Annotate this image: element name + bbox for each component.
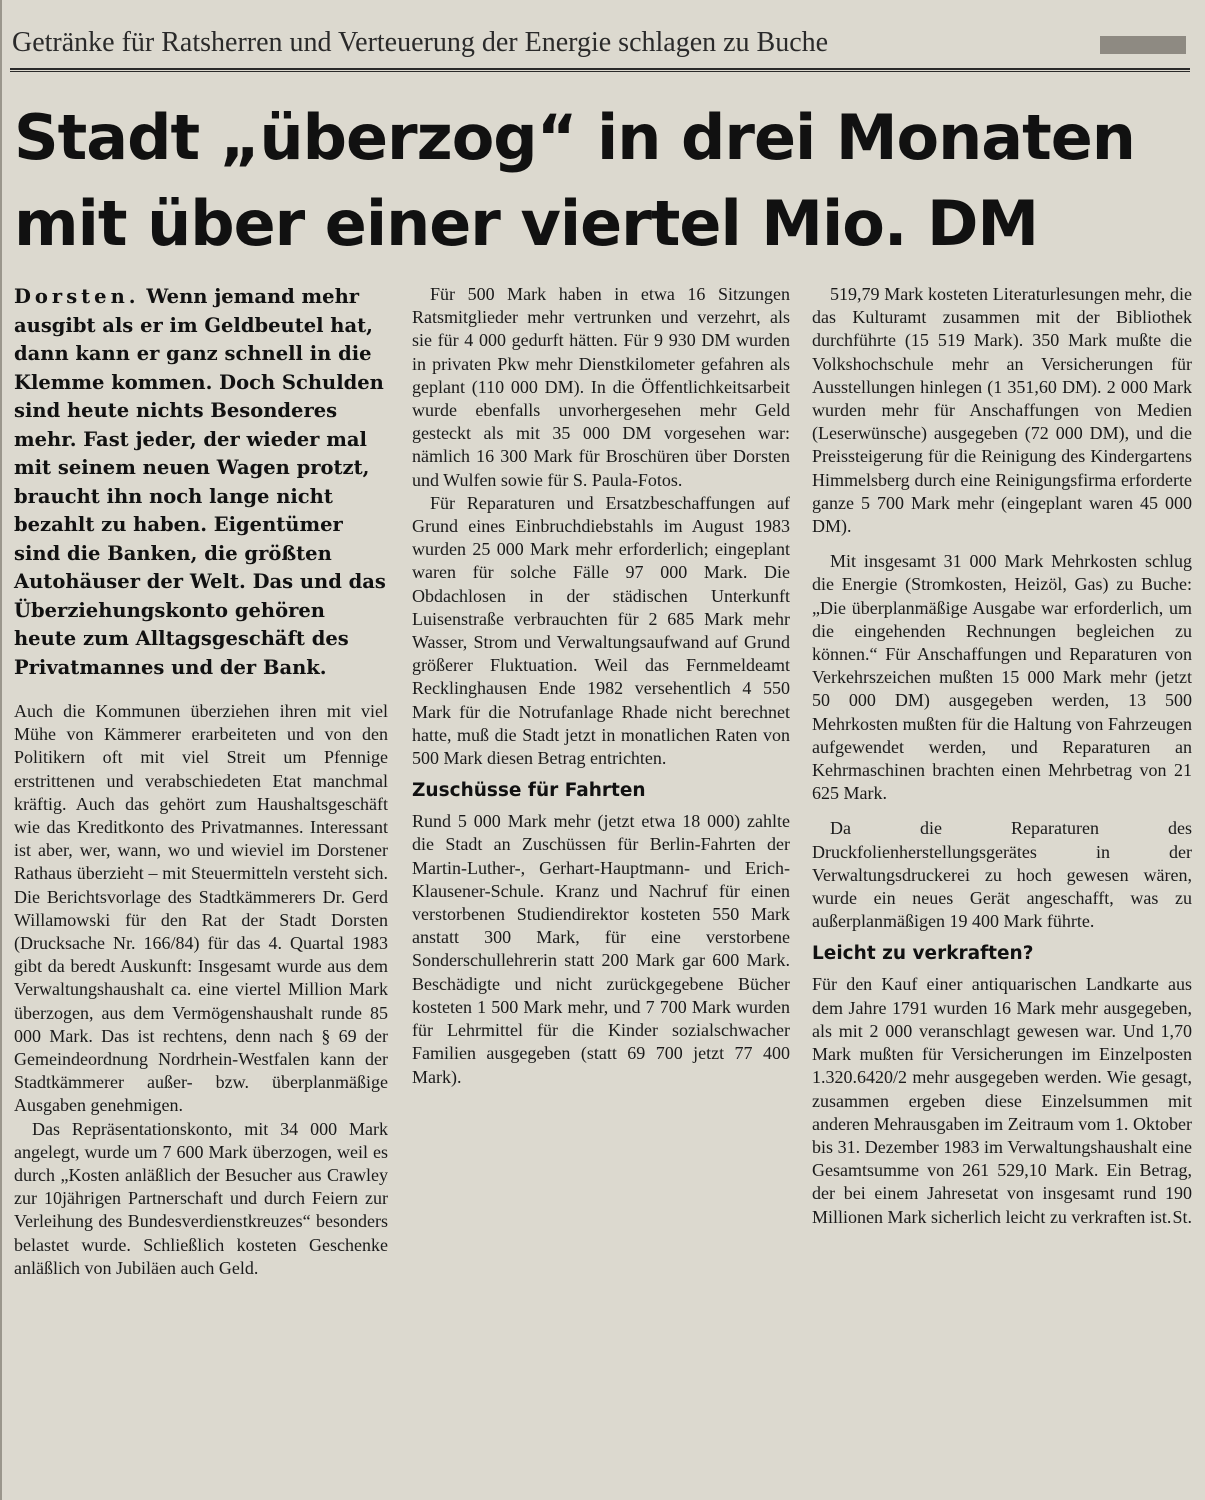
adjacent-headline-bar	[1100, 36, 1186, 54]
body-paragraph-5: Rund 5 000 Mark mehr (jetzt etwa 18 000) zahlte die Stadt an Zuschüssen für Berlin-Fahrten der Martin-Luther-, Gerhart-Hauptmann- und Erich-Klausener-Schule. Kranz und Nachruf für einen verstorbenen Studiendirektor kosteten 550 Mark anstatt 300 Mark, für eine verstorbene Sonderschullehrerin statt 200 Mark gar 600 Mark. Beschädigte und nicht zurückgegebene Bücher kosteten 1 500 Mark mehr, und 7 700 Mark wurden für Lehrmittel für die Kinder sozialschwacher Familien ausgegeben (statt 69 700 jetzt 77 400 Mark).	[412, 811, 790, 1087]
final-paragraph-text: Für den Kauf einer antiquarischen Landkarte aus dem Jahre 1791 wurden 16 Mark mehr ausgegeben, als mit 2 000 veranschlagt gewesen war. Und 1,70 Mark mußten für Versicherungen im Einzelposten 1.320.6420/2 mehr ausgegeben werden. Wie gesagt, zusammen ergeben diese Einzelsummen mit anderen Mehrausgaben im Zeitraum vom 1. Oktober bis 31. Dezember 1983 im Verwaltungshaushalt eine Gesamtsumme von 261 529,10 Mark. Ein Betrag, der bei einem Jahresetat von insgesamt rund 190 Millionen Mark sicherlich leicht zu verkraften ist.	[812, 974, 1192, 1227]
headline	[14, 95, 1135, 267]
body-paragraph-2: Das Repräsentationskonto, mit 34 000 Mark angelegt, wurde um 7 600 Mark überzogen, weil es durch „Kosten anläßlich der Besucher aus Crawley zur 10jährigen Partnerschaft und durch Feiern zur Verleihung des Bundesverdienstkreuzes“ besonders belastet wurde. Schließlich kosteten Geschenke anläßlich von Jubiläen auch Geld.	[14, 1118, 388, 1278]
subheading-fahrten: Zuschüsse für Fahrten	[412, 780, 646, 802]
lead-text: Wenn jemand mehr ausgibt als er im Geldbeutel hat, dann kann er ganz schnell in die Klemme kommen. Doch Schulden sind heute nichts Besonderes mehr. Fast jeder, der wieder mal mit seinem neuen Wagen protzt, braucht ihn noch lange nicht bezahlt zu haben. Eigentümer sind die Banken, die größten Autohäuser der Welt. Das und das Überziehungskonto gehören heute zum Alltagsgeschäft des Privatmannes und der Bank.	[14, 285, 386, 679]
subheading-verkraften: Leicht zu verkraften?	[812, 943, 1034, 965]
body-paragraph-9	[812, 973, 1192, 1228]
headline-line-1: Stadt „überzog“ in drei Monaten	[14, 101, 1135, 174]
adjacent-article-edge	[1100, 0, 1205, 270]
body-paragraph-8: Da die Reparaturen des Druckfolienherstellungsgerätes in der Verwaltungsdruckerei zu hoch gewesen wären, wurde ein neues Gerät angeschafft, was zu außerplanmäßigen 19 400 Mark führte.	[812, 818, 1192, 932]
dateline: Dorsten.	[14, 285, 140, 308]
kicker-rule	[10, 68, 1190, 70]
kicker-line: Getränke für Ratsherren und Verteuerung der Energie schlagen zu Buche	[12, 27, 829, 58]
body-paragraph-6: 519,79 Mark kosteten Literaturlesungen mehr, die das Kulturamt zusammen mit der Bibliothek durchführte (15 519 Mark). 350 Mark mußte die Volkshochschule mehr an Versicherungen für Ausstellungen hinlegen (1 351,60 DM). 2 000 Mark wurden mehr für Anschaffungen von Medien (Leserwünsche) ausgegeben (72 000 DM), und die Preissteigerung für die Reinigung des Kindergartens Himmelsberg durch eine Reinigungsfirma erforderte ganze 5 700 Mark mehr (eingeplant waren 45 000 DM).	[812, 284, 1192, 537]
article-column-3	[812, 283, 1192, 1229]
body-paragraph-1: Auch die Kommunen überziehen ihren mit viel Mühe von Kämmerer erarbeiteten und von den Politikern oft mit viel Streit um Pfennige erstrittenen und verabschiedeten Etat manchmal kräftig. Auch das gehört zum Haushaltsgeschäft wie das Kreditkonto des Privatmannes. Interessant ist aber, wer, wann, wo und wieviel im Dorstener Rathaus überzieht – mit Steuermitteln versteht sich. Die Berichtsvorlage des Stadtkämmerers Dr. Gerd Willamowski für den Rat der Stadt Dorsten (Drucksache Nr. 166/84) für das 4. Quartal 1983 gibt da beredt Auskunft: Insgesamt wurde aus dem Verwaltungshaushalt ca. eine viertel Million Mark überzogen, aus dem Vermögenshaushalt runde 85 000 Mark. Das ist rechtens, denn nach § 69 der Gemeindeordnung Nordrhein-Westfalen kann der Stadtkämmerer außer- bzw. überplanmäßige Ausgaben genehmigen.	[14, 701, 388, 1116]
body-paragraph-7: Mit insgesamt 31 000 Mark Mehrkosten schlug die Energie (Stromkosten, Heizöl, Gas) zu Buche: „Die überplanmäßige Ausgabe war erforderlich, um die eingehenden Rechnungen begleichen zu können.“ Für Anschaffungen und Reparaturen von Verkehrszeichen mußten 15 000 Mark mehr (jetzt 50 000 DM) ausgegeben werden, 13 500 Mehrkosten mußten für die Haltung von Fahrzeugen aufgewendet werden, und Reparaturen an Kehrmaschinen brachten einen Mehrbetrag von 21 625 Mark.	[812, 551, 1192, 804]
article-column-1	[14, 283, 388, 1280]
author-signature: St.	[1172, 1206, 1192, 1227]
headline-line-2: mit über einer viertel Mio. DM	[14, 187, 1039, 260]
body-paragraph-4: Für Reparaturen und Ersatzbeschaffungen auf Grund eines Einbruchdiebstahls im August 1983 wurden 25 000 Mark mehr erforderlich; eingeplant waren für solche Fälle 97 000 Mark. Die Obdachlosen in der städischen Unterkunft Luisenstraße verbrauchten für 2 685 Mark mehr Wasser, Strom und Verwaltungsaufwand auf Grund größerer Fluktuation. Weil das Fernmeldeamt Recklinghausen Ende 1982 versehentlich 4 550 Mark für die Notrufanlage Rhade nicht berechnet hatte, muß die Stadt jetzt in monatlichen Raten von 500 Mark diesen Betrag entrichten.	[412, 492, 790, 769]
article-column-2	[412, 283, 790, 1089]
kicker-rule-thin	[10, 71, 1190, 72]
lead-paragraph	[14, 283, 388, 682]
body-paragraph-3: Für 500 Mark haben in etwa 16 Sitzungen Ratsmitglieder mehr vertrunken und verzehrt, als sie für 4 000 gedurft hätten. Für 9 930 DM wurden in privaten Pkw mehr Dienstkilometer gefahren als geplant (110 000 DM). In die Öffentlichkeitsarbeit wurde ebenfalls unvorhergesehen mehr Geld gesteckt als mit 35 000 DM vorgesehen war: nämlich 16 300 Mark für Broschüren über Dorsten und Wulfen sowie für S. Paula-Fotos.	[412, 284, 790, 490]
